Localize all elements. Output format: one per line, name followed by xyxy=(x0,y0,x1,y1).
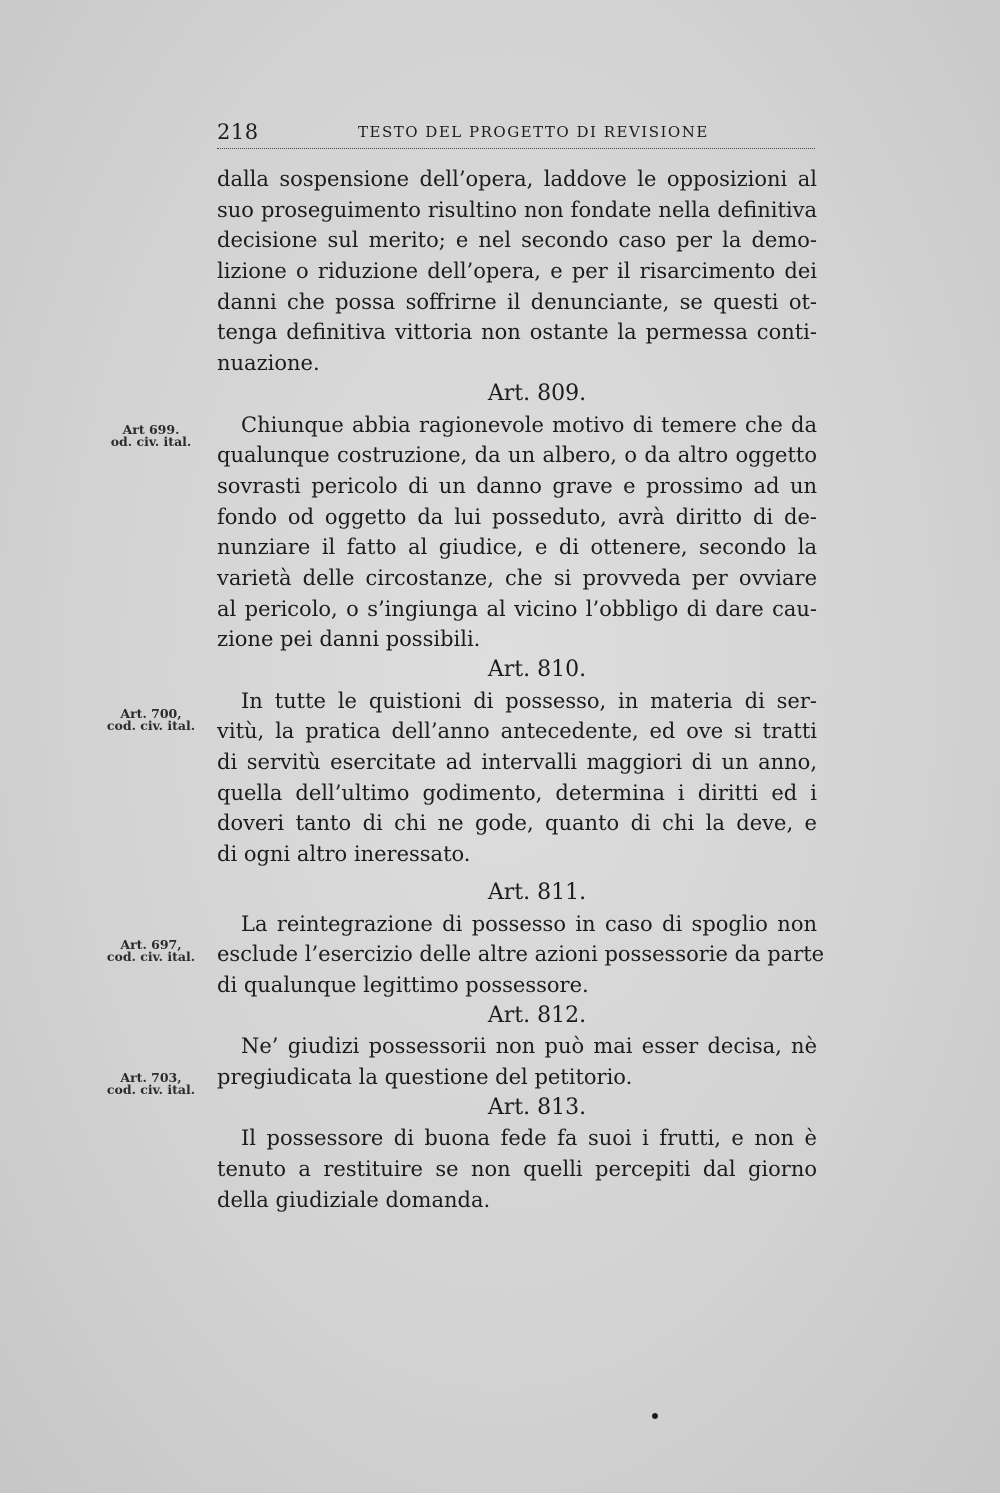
text-line: In tutte le quistioni di possesso, in materia di ser- xyxy=(241,688,817,713)
margin-note-art-700 xyxy=(96,708,206,732)
text-line: zione pei danni possibili. xyxy=(217,627,481,652)
page-number: 218 xyxy=(217,120,259,144)
margin-note-art-703 xyxy=(96,1072,206,1096)
text-line: nuazione. xyxy=(217,351,320,376)
margin-note-art-699 xyxy=(96,424,206,448)
header-rule xyxy=(217,148,815,149)
article-heading: Art. 810. xyxy=(487,657,587,682)
text-line: lizione o riduzione dell’opera, e per il risarcimento dei xyxy=(217,259,817,284)
text-line: Chiunque abbia ragionevole motivo di temere che da xyxy=(241,412,817,437)
article-heading: Art. 811. xyxy=(487,879,587,905)
margin-note-line: od. civ. ital. xyxy=(110,434,192,449)
margin-note-line: cod. civ. ital. xyxy=(106,718,196,733)
text-line: doveri tanto di chi ne gode, quanto di chi la deve, e xyxy=(217,811,817,836)
margin-note-line: Art. 697, xyxy=(120,937,182,952)
article-heading: Art. 809. xyxy=(487,380,587,406)
text-line: quella dell’ultimo godimento, determina i diritti ed i xyxy=(217,780,817,805)
margin-note-line: cod. civ. ital. xyxy=(106,949,196,964)
ink-speck xyxy=(652,1413,658,1419)
margin-note-line: Art 699. xyxy=(122,422,180,437)
text-line: La reintegrazione di possesso in caso di spoglio non xyxy=(241,911,817,936)
text-line: di ogni altro ineressato. xyxy=(217,842,471,867)
text-line: pregiudicata la questione del petitorio. xyxy=(217,1064,633,1089)
body-text xyxy=(217,164,825,1215)
article-heading: Art. 812. xyxy=(487,1002,587,1028)
text-line: suo proseguimento risultino non fondate nella definitiva xyxy=(217,197,817,222)
running-title: TESTO DEL PROGETTO DI REVISIONE xyxy=(358,123,709,141)
text-line: danni che possa soffrirne il denunciante, se questi ot- xyxy=(217,289,817,314)
text-line: sovrasti pericolo di un danno grave e prossimo ad un xyxy=(217,473,817,498)
text-line: Il possessore di buona fede fa suoi i frutti, e non è xyxy=(241,1126,817,1151)
text-line: della giudiziale domanda. xyxy=(217,1187,491,1212)
text-line: di servitù esercitate ad intervalli maggiori di un anno, xyxy=(217,750,817,775)
text-line: decisione sul merito; e nel secondo caso per la demo- xyxy=(217,228,817,253)
margin-note-art-697 xyxy=(96,939,206,963)
margin-note-line: Art. 700, xyxy=(120,706,182,721)
text-line: nunziare il fatto al giudice, e di ottenere, secondo la xyxy=(217,535,817,560)
text-line: fondo od oggetto da lui posseduto, avrà diritto di de- xyxy=(217,504,817,529)
text-line: Ne’ giudizi possessorii non può mai esser decisa, nè xyxy=(241,1034,817,1059)
text-line: esclude l’esercizio delle altre azioni possessorie da parte xyxy=(217,942,825,967)
text-line: tenga definitiva vittoria non ostante la permessa conti- xyxy=(217,320,817,345)
text-line: varietà delle circostanze, che si provveda per ovviare xyxy=(217,565,817,590)
text-line: qualunque costruzione, da un albero, o da altro oggetto xyxy=(217,443,817,468)
text-line: vitù, la pratica dell’anno antecedente, ed ove si tratti xyxy=(217,719,817,744)
margin-note-line: cod. civ. ital. xyxy=(106,1082,196,1097)
text-line: di qualunque legittimo possessore. xyxy=(217,972,589,997)
text-line: dalla sospensione dell’opera, laddove le opposizioni al xyxy=(217,167,817,191)
page-header xyxy=(217,118,815,148)
text-line: tenuto a restituire se non quelli percepiti dal giorno xyxy=(217,1157,817,1181)
article-heading: Art. 813. xyxy=(487,1094,587,1120)
margin-note-line: Art. 703, xyxy=(120,1070,182,1085)
text-line: al pericolo, o s’ingiunga al vicino l’obbligo di dare cau- xyxy=(217,596,817,621)
